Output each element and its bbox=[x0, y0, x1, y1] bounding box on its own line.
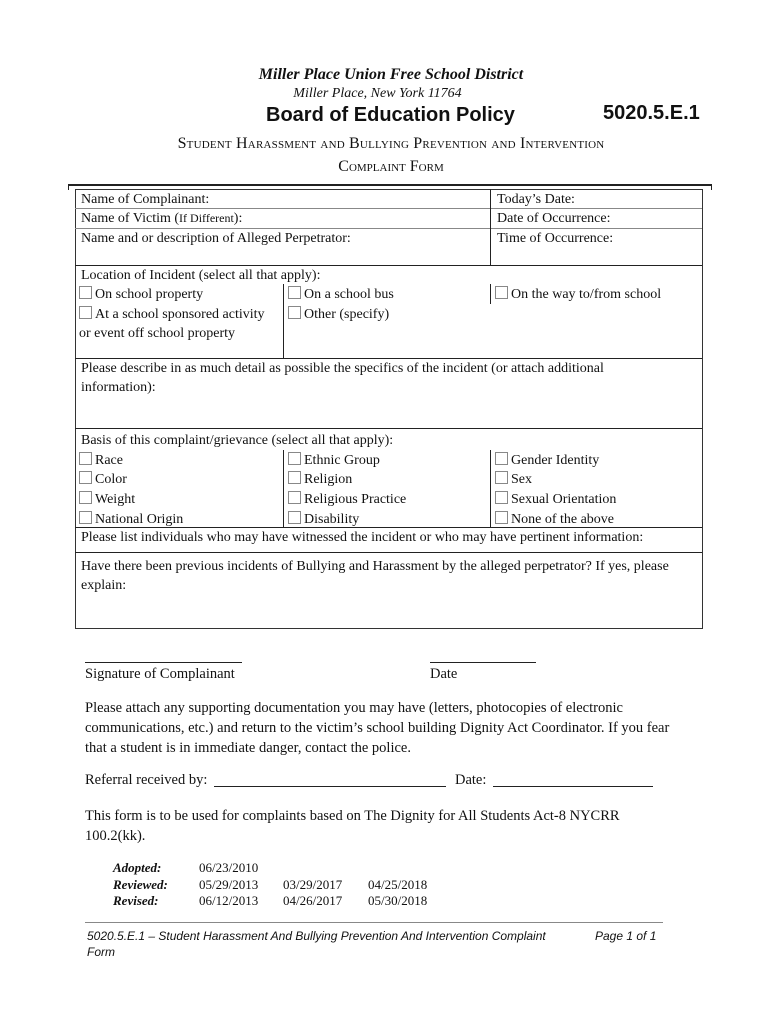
referral-date-line[interactable] bbox=[493, 786, 653, 787]
reviewed-date: 04/25/2018 bbox=[368, 877, 428, 892]
checkbox-icon[interactable] bbox=[79, 491, 92, 504]
checkbox-icon[interactable] bbox=[79, 511, 92, 524]
basis-option-color[interactable] bbox=[79, 470, 127, 489]
revised-label bbox=[113, 892, 158, 909]
basis-option-gender-identity[interactable] bbox=[495, 451, 599, 470]
adopted-date: 06/23/2010 bbox=[199, 860, 259, 875]
checkbox-icon[interactable] bbox=[495, 511, 508, 524]
victim-label-end: ): bbox=[233, 211, 243, 226]
location-option-label: On a school bus bbox=[304, 287, 394, 302]
location-option-label: Other (specify) bbox=[304, 307, 390, 322]
footer-rule bbox=[85, 922, 663, 923]
checkbox-icon[interactable] bbox=[79, 286, 92, 299]
policy-code: 5020.5.E.1 bbox=[603, 102, 700, 124]
reviewed-date: 05/29/2013 bbox=[199, 877, 259, 892]
basis-option-label: Religion bbox=[304, 472, 353, 487]
basis-option-sexual-orientation[interactable] bbox=[495, 490, 616, 509]
checkbox-icon[interactable] bbox=[79, 452, 92, 465]
basis-option-ethnic-group[interactable] bbox=[288, 451, 380, 470]
checkbox-icon[interactable] bbox=[495, 491, 508, 504]
basis-option-label: Race bbox=[95, 453, 123, 468]
district-address: Miller Place, New York 11764 bbox=[293, 86, 462, 101]
victim-field-label[interactable] bbox=[81, 209, 242, 228]
revised-label-text: Revised: bbox=[113, 893, 159, 908]
location-option-label: At a school sponsored activity or event off school property bbox=[79, 307, 265, 341]
checkbox-icon[interactable] bbox=[288, 511, 301, 524]
basis-option-label: Disability bbox=[304, 512, 360, 527]
signature-line[interactable] bbox=[85, 662, 242, 663]
policy-title: Board of Education Policy bbox=[266, 104, 515, 126]
basis-option-label: Color bbox=[95, 472, 127, 487]
checkbox-icon[interactable] bbox=[495, 286, 508, 299]
victim-label-text: Name of Victim ( bbox=[81, 211, 180, 226]
location-option-label: On school property bbox=[95, 287, 204, 302]
previous-incidents-field[interactable]: Have there been previous incidents of Bullying and Harassment by the alleged perpetrator? If yes, please explain: bbox=[81, 559, 669, 593]
reviewed-label bbox=[113, 876, 168, 893]
checkbox-icon[interactable] bbox=[79, 306, 92, 319]
row-divider bbox=[75, 552, 702, 553]
checkbox-icon[interactable] bbox=[79, 471, 92, 484]
dignity-act-note: This form is to be used for complaints based on The Dignity for All Students Act-8 NYCRR 100.2(kk). bbox=[85, 808, 620, 844]
header-rule-tick-right bbox=[711, 184, 712, 190]
basis-option-sex[interactable] bbox=[495, 470, 532, 489]
date-line[interactable] bbox=[430, 662, 536, 663]
location-option-label: On the way to/from school bbox=[511, 287, 662, 302]
referral-received-label: Referral received by: bbox=[85, 772, 208, 788]
location-option-sponsored-activity[interactable] bbox=[79, 305, 274, 343]
basis-option-religious-practice[interactable] bbox=[288, 490, 406, 509]
col-divider bbox=[490, 450, 491, 527]
checkbox-icon[interactable] bbox=[288, 452, 301, 465]
occurrence-time-field-label[interactable]: Time of Occurrence: bbox=[497, 231, 614, 246]
location-option-school-bus[interactable] bbox=[288, 285, 394, 304]
basis-option-disability[interactable] bbox=[288, 510, 359, 529]
victim-label-note: If Different bbox=[179, 211, 234, 225]
checkbox-icon[interactable] bbox=[288, 471, 301, 484]
adopted-label bbox=[113, 859, 161, 876]
basis-option-label: Ethnic Group bbox=[304, 453, 380, 468]
location-option-to-from-school[interactable] bbox=[495, 285, 661, 304]
form-title-line-2: Complaint Form bbox=[338, 158, 444, 175]
basis-option-label: Religious Practice bbox=[304, 492, 407, 507]
footer-page-number: Page 1 of 1 bbox=[595, 929, 657, 943]
basis-option-race[interactable] bbox=[79, 451, 123, 470]
basis-option-label: None of the above bbox=[511, 512, 615, 527]
basis-option-label: Sex bbox=[511, 472, 532, 487]
basis-option-label: Sexual Orientation bbox=[511, 492, 617, 507]
basis-option-label: Gender Identity bbox=[511, 453, 600, 468]
col-divider bbox=[283, 284, 284, 358]
basis-option-none[interactable] bbox=[495, 510, 614, 529]
header-rule-tick-left bbox=[68, 184, 69, 190]
revised-date: 06/12/2013 bbox=[199, 893, 259, 908]
header-rule bbox=[68, 184, 712, 186]
col-divider bbox=[490, 284, 491, 304]
attach-instructions: Please attach any supporting documentation you may have (letters, photocopies of electronic communications, etc.) and return to the victim’s school building Dignity Act Coordinator. If you fear that a student is in immediate danger, contact the police. bbox=[85, 700, 670, 756]
footer-document-title: 5020.5.E.1 – Student Harassment And Bullying Prevention And Intervention Complaint Form bbox=[87, 929, 546, 959]
basis-option-label: National Origin bbox=[95, 512, 184, 527]
signature-date-label: Date bbox=[430, 666, 458, 682]
district-name: Miller Place Union Free School District bbox=[258, 66, 524, 83]
basis-option-religion[interactable] bbox=[288, 470, 352, 489]
location-option-other[interactable] bbox=[288, 305, 389, 324]
location-option-school-property[interactable] bbox=[79, 285, 203, 304]
checkbox-icon[interactable] bbox=[495, 471, 508, 484]
basis-label: Basis of this complaint/grievance (select all that apply): bbox=[81, 433, 394, 448]
basis-option-national-origin[interactable] bbox=[79, 510, 183, 529]
signature-label: Signature of Complainant bbox=[85, 666, 235, 682]
checkbox-icon[interactable] bbox=[495, 452, 508, 465]
checkbox-icon[interactable] bbox=[288, 286, 301, 299]
location-label: Location of Incident (select all that apply): bbox=[81, 268, 321, 283]
referral-date-label: Date: bbox=[455, 772, 487, 788]
checkbox-icon[interactable] bbox=[288, 491, 301, 504]
col-divider bbox=[283, 450, 284, 527]
incident-description-field[interactable]: Please describe in as much detail as possible the specifics of the incident (or attach additional information): bbox=[81, 361, 604, 395]
witnesses-field[interactable]: Please list individuals who may have witnessed the incident or who may have pertinent information: bbox=[81, 530, 644, 545]
col-divider bbox=[490, 189, 491, 265]
checkbox-icon[interactable] bbox=[288, 306, 301, 319]
todays-date-field-label[interactable]: Today’s Date: bbox=[497, 192, 575, 207]
revised-date: 05/30/2018 bbox=[368, 893, 428, 908]
reviewed-date: 03/29/2017 bbox=[283, 877, 343, 892]
referral-received-line[interactable] bbox=[214, 786, 446, 787]
perpetrator-field-label[interactable]: Name and or description of Alleged Perpetrator: bbox=[81, 231, 351, 246]
form-title-line-1: Student Harassment and Bullying Prevention and Intervention bbox=[177, 135, 605, 152]
occurrence-date-field-label[interactable]: Date of Occurrence: bbox=[497, 211, 611, 226]
basis-option-label: Weight bbox=[95, 492, 136, 507]
adopted-label-text: Adopted: bbox=[113, 860, 162, 875]
basis-option-weight[interactable] bbox=[79, 490, 135, 509]
revised-date: 04/26/2017 bbox=[283, 893, 343, 908]
row-divider bbox=[75, 428, 702, 429]
complainant-field-label[interactable]: Name of Complainant: bbox=[81, 192, 210, 207]
reviewed-label-text: Reviewed: bbox=[113, 877, 168, 892]
